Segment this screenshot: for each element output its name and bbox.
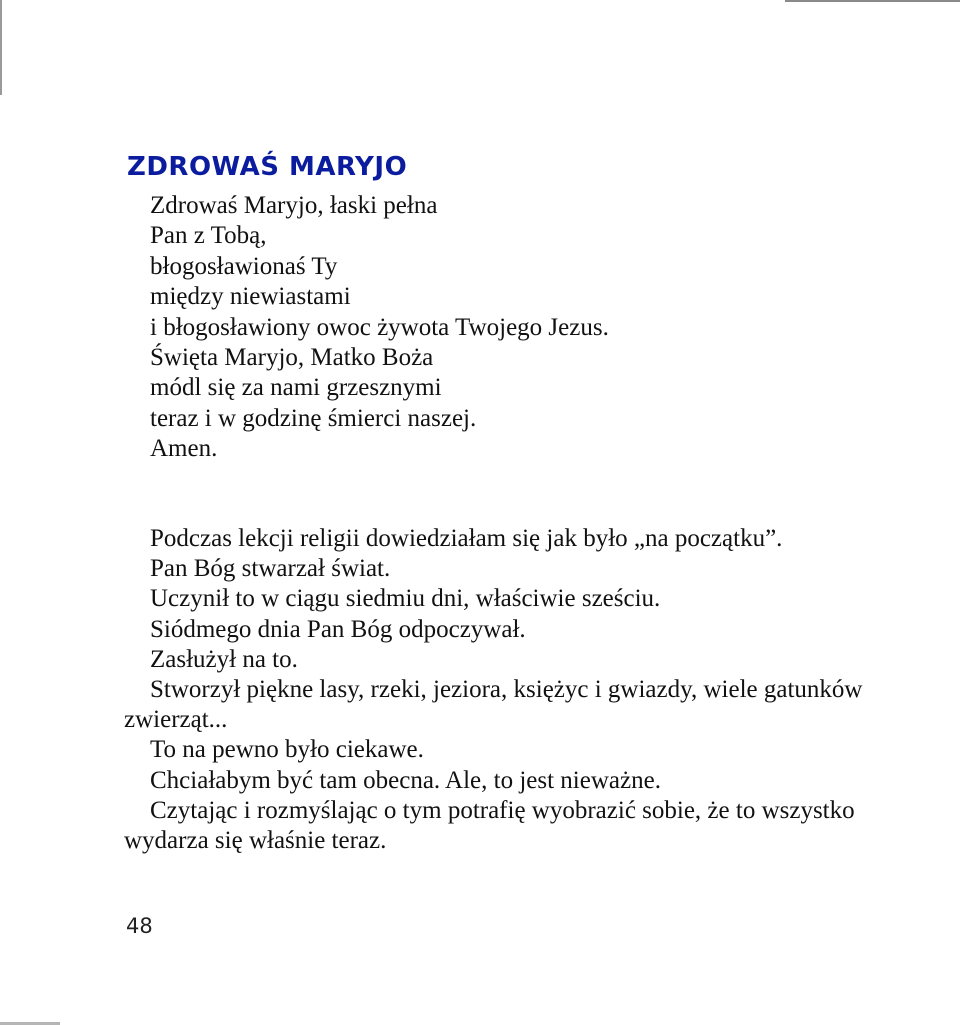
story-paragraph: To na pewno było ciekawe. <box>150 736 424 764</box>
prayer-line: Święta Maryjo, Matko Boża <box>150 343 434 371</box>
scan-edge-top <box>785 0 960 2</box>
prayer-line: błogosławionaś Ty <box>150 252 338 280</box>
story-paragraph: Pan Bóg stwarzał świat. <box>150 555 391 583</box>
prayer-line: i błogosławiony owoc żywota Twojego Jezus. <box>150 313 609 341</box>
story-paragraph: Podczas lekcji religii dowiedziałam się jak było „na początku”. <box>150 525 783 552</box>
story-text <box>124 524 924 856</box>
prayer-line: módl się za nami grzesznymi <box>150 374 442 402</box>
prayer-text <box>150 191 609 465</box>
prayer-title: ZDROWAŚ MARYJO <box>127 152 408 182</box>
story-paragraph: Siódmego dnia Pan Bóg odpoczywał. <box>150 615 526 643</box>
story-paragraph: Uczynił to w ciągu siedmiu dni, właściwie sześciu. <box>150 585 661 613</box>
story-paragraph: Stworzył piękne lasy, rzeki, jeziora, księżyc i gwiazdy, wiele gatunków zwierząt... <box>124 676 863 734</box>
page-number: 48 <box>126 914 153 938</box>
prayer-line: między niewiastami <box>150 283 351 311</box>
story-paragraph: Zasłużył na to. <box>150 645 298 673</box>
prayer-line: Amen. <box>150 435 218 463</box>
prayer-line: Pan z Tobą, <box>150 222 267 250</box>
story-paragraph: Czytając i rozmyślając o tym potrafię wyobrazić sobie, że to wszystko wydarza się właśnie teraz. <box>124 796 855 855</box>
scan-edge-left <box>0 0 2 95</box>
prayer-line: teraz i w godzinę śmierci naszej. <box>150 404 477 432</box>
prayer-line: Zdrowaś Maryjo, łaski pełna <box>150 192 438 219</box>
story-paragraph: Chciałabym być tam obecna. Ale, to jest nieważne. <box>150 766 661 794</box>
